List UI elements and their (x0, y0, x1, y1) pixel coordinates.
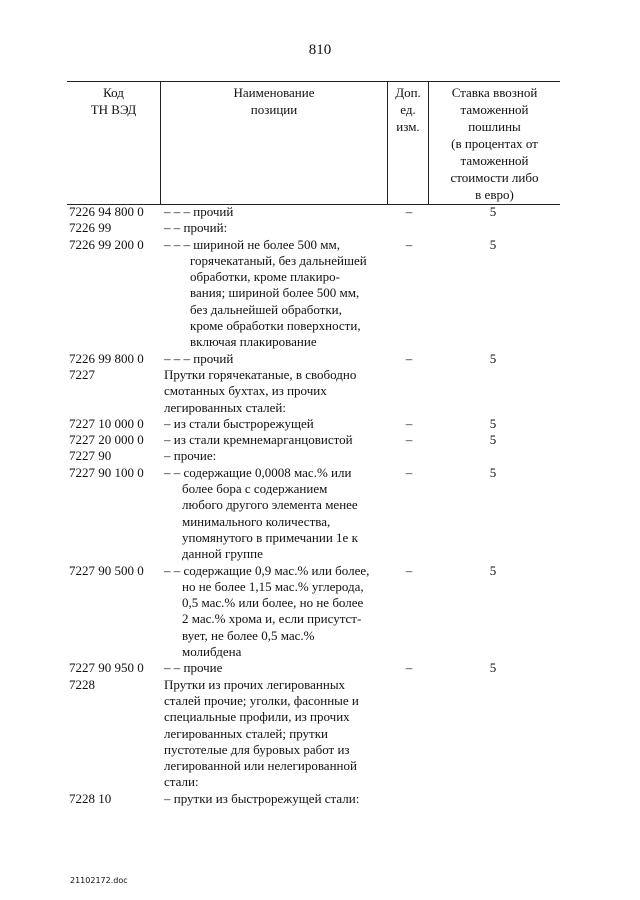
tariff-table-body (67, 204, 560, 807)
description-line: Прутки из прочих легированных (164, 676, 346, 692)
table-row (67, 448, 560, 464)
description-line: вания; шириной более 500 мм, (190, 285, 360, 301)
row-description (164, 220, 392, 236)
header-code: Код ТН ВЭД (90, 85, 137, 117)
row-code: 7227 10 000 0 (69, 415, 144, 431)
description-line: сталей прочие; уголки, фасонные и (164, 692, 359, 708)
row-unit: – (405, 464, 413, 480)
header-rate: Ставка ввозной таможенной пошлины (в процентах от таможенной стоимости либо в евро) (450, 85, 539, 202)
description-line: легированной или нелегированной (164, 758, 357, 774)
header-unit: Доп. ед. изм. (395, 85, 421, 134)
row-code: 7226 94 800 0 (69, 204, 144, 219)
row-code: 7227 90 500 0 (69, 562, 144, 578)
row-rate: 5 (489, 236, 497, 252)
page-number: 810 (308, 42, 332, 58)
description-line: – из стали кремнемарганцовистой (164, 432, 353, 448)
table-row (67, 367, 560, 416)
table-row (67, 677, 560, 791)
row-code: 7227 20 000 0 (69, 432, 144, 448)
row-description (164, 465, 392, 563)
row-unit: – (405, 432, 413, 448)
row-rate: 5 (489, 562, 497, 578)
description-line: кроме обработки поверхности, (190, 318, 361, 334)
row-code: 7227 (69, 366, 95, 382)
description-line: данной группе (182, 546, 263, 562)
description-line: легированных сталей; прутки (164, 725, 328, 741)
description-line: упомянутого в примечании 1е к (182, 529, 358, 545)
row-description (164, 563, 392, 661)
row-description (164, 237, 392, 351)
table-row (67, 416, 560, 432)
row-description (164, 367, 392, 416)
description-line: – – прочие (164, 660, 223, 676)
row-description (164, 416, 392, 432)
row-unit: – (405, 204, 413, 219)
table-row (67, 220, 560, 236)
table-row (67, 204, 560, 220)
table-row (67, 563, 560, 661)
description-line: – – – шириной не более 500 мм, (164, 236, 340, 252)
row-rate: 5 (489, 204, 497, 219)
description-line: молибдена (182, 644, 242, 660)
row-rate: 5 (489, 350, 497, 366)
row-description (164, 351, 392, 367)
description-line: – прочие: (164, 448, 217, 464)
row-rate: 5 (489, 464, 497, 480)
row-description (164, 677, 392, 791)
table-top-rule (67, 81, 560, 82)
header-name: Наименование позиции (233, 85, 315, 117)
description-line: специальные профили, из прочих (164, 709, 350, 725)
description-line: – – содержащие 0,0008 мас.% или (164, 464, 352, 480)
row-description (164, 448, 392, 464)
description-line: – – прочий: (164, 220, 228, 236)
row-unit: – (405, 562, 413, 578)
description-line: обработки, кроме плакиро- (190, 269, 340, 285)
footer-file-name: 21102172.doc (70, 876, 128, 885)
description-line: – – содержащие 0,9 мас.% или более, (164, 562, 370, 578)
description-line: но не более 1,15 мас.% углерода, (182, 578, 364, 594)
row-code: 7227 90 100 0 (69, 464, 144, 480)
description-line: без дальнейшей обработки, (190, 301, 342, 317)
description-line: – прутки из быстрорежущей стали: (164, 790, 360, 806)
row-code: 7227 90 950 0 (69, 660, 144, 676)
description-line: горячекатаный, без дальнейшей (190, 252, 367, 268)
table-row (67, 432, 560, 448)
row-unit: – (405, 236, 413, 252)
row-rate: 5 (489, 432, 497, 448)
row-unit: – (405, 660, 413, 676)
row-description (164, 660, 392, 676)
table-row (67, 660, 560, 676)
row-description (164, 204, 392, 220)
row-code: 7228 (69, 676, 95, 692)
description-line: смотанных бухтах, из прочих (164, 383, 327, 399)
row-code: 7227 90 (69, 448, 112, 464)
description-line: – – – прочий (164, 350, 234, 366)
table-row (67, 351, 560, 367)
description-line: стали: (164, 774, 199, 790)
table-row (67, 791, 560, 807)
description-line: более бора с содержанием (182, 481, 328, 497)
row-code: 7226 99 800 0 (69, 350, 144, 366)
description-line: минимального количества, (182, 513, 331, 529)
description-line: – из стали быстрорежущей (164, 415, 314, 431)
description-line: 0,5 мас.% или более, но не более (182, 595, 364, 611)
description-line: пустотелые для буровых работ из (164, 741, 350, 757)
description-line: легированных сталей: (164, 399, 287, 415)
row-code: 7226 99 200 0 (69, 236, 144, 252)
row-unit: – (405, 350, 413, 366)
description-line: вует, не более 0,5 мас.% (182, 627, 315, 643)
row-description (164, 791, 392, 807)
description-line: Прутки горячекатаные, в свободно (164, 366, 357, 382)
description-line: – – – прочий (164, 204, 234, 219)
row-rate: 5 (489, 415, 497, 431)
row-code: 7228 10 (69, 790, 112, 806)
row-description (164, 432, 392, 448)
table-row (67, 465, 560, 563)
row-code: 7226 99 (69, 220, 112, 236)
description-line: любого другого элемента менее (182, 497, 358, 513)
description-line: 2 мас.% хрома и, если присутст- (182, 611, 362, 627)
row-unit: – (405, 415, 413, 431)
row-rate: 5 (489, 660, 497, 676)
description-line: включая плакирование (190, 334, 317, 350)
table-row (67, 237, 560, 351)
